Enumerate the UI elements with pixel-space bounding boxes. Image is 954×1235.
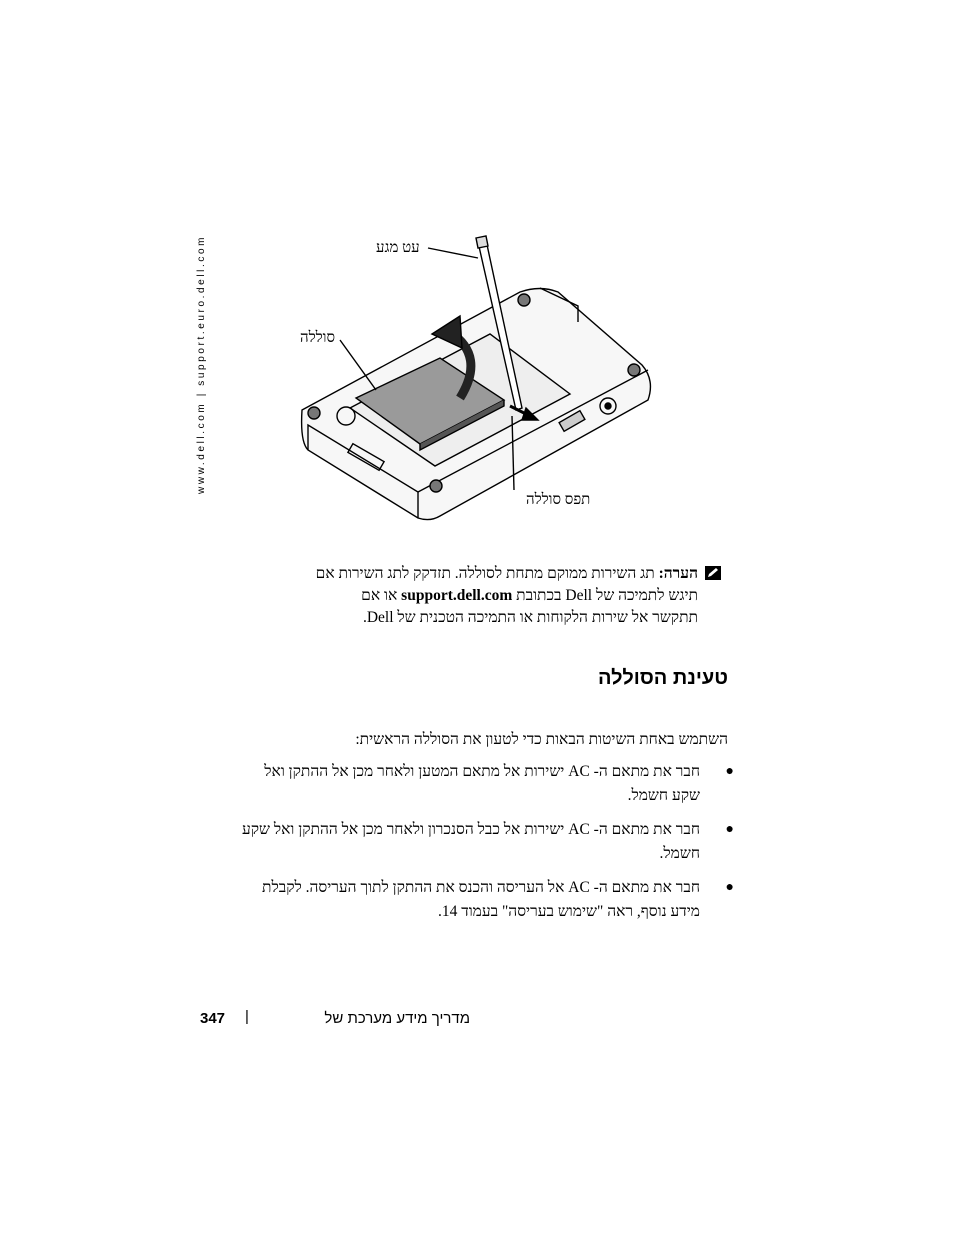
note-text-2b: או אם [361, 587, 398, 604]
note-line-2 [270, 585, 698, 607]
note-text-2a: תיגש לתמיכה של Dell בכתובת [516, 587, 698, 604]
note-pencil-icon [704, 565, 722, 581]
list-item-text: חבר את מתאם ה- AC אל העריסה והכנס את ההתקן לתוך העריסה. לקבלת מידע נוסף, ראה "שימוש בעריסה" בעמוד 14. [262, 879, 700, 920]
page-number: 347 [200, 1010, 226, 1027]
footer-separator: | [245, 1008, 249, 1025]
note-text-1: תג השירות ממוקם מתחת לסוללה. תזדקק לתג השירות אם [315, 565, 655, 582]
callout-battery: סוללה [300, 330, 336, 346]
note-block [270, 563, 698, 629]
list-item-text: חבר את מתאם ה- AC ישירות אל מתאם המטען ולאחר מכן אל ההתקן ואל שקע חשמל. [264, 763, 700, 804]
section-title: טעינת הסוללה [598, 667, 728, 689]
note-line-3: תתקשר אל שירות הלקוחות או התמיכה הטכנית של Dell. [362, 609, 698, 626]
support-url[interactable]: support.dell.com [401, 587, 513, 604]
list-item [240, 876, 734, 924]
side-url: www.dell.com | support.euro.dell.com [196, 234, 207, 494]
device-drawing [290, 230, 670, 530]
note-label: הערה: [658, 565, 698, 582]
bullet-icon: ● [725, 822, 734, 837]
battery-illustration [290, 230, 670, 535]
list-item [240, 818, 734, 866]
callout-battery-latch: תפס סוללה [526, 492, 591, 508]
bullet-list [240, 760, 734, 934]
list-item-text: חבר את מתאם ה- AC ישירות אל כבל הסנכרון ולאחר מכן אל ההתקן ואל שקע חשמל. [241, 821, 700, 862]
note-line-1 [270, 563, 698, 585]
bullet-icon: ● [725, 880, 734, 895]
list-item [240, 760, 734, 808]
callout-stylus: עט מגע [376, 240, 420, 256]
bullet-icon: ● [725, 764, 734, 779]
intro-text: השתמש באחת השיטות הבאות כדי לטעון את הסוללה הראשית: [355, 731, 728, 748]
footer-title: מדריך מידע מערכת של [324, 1010, 470, 1027]
